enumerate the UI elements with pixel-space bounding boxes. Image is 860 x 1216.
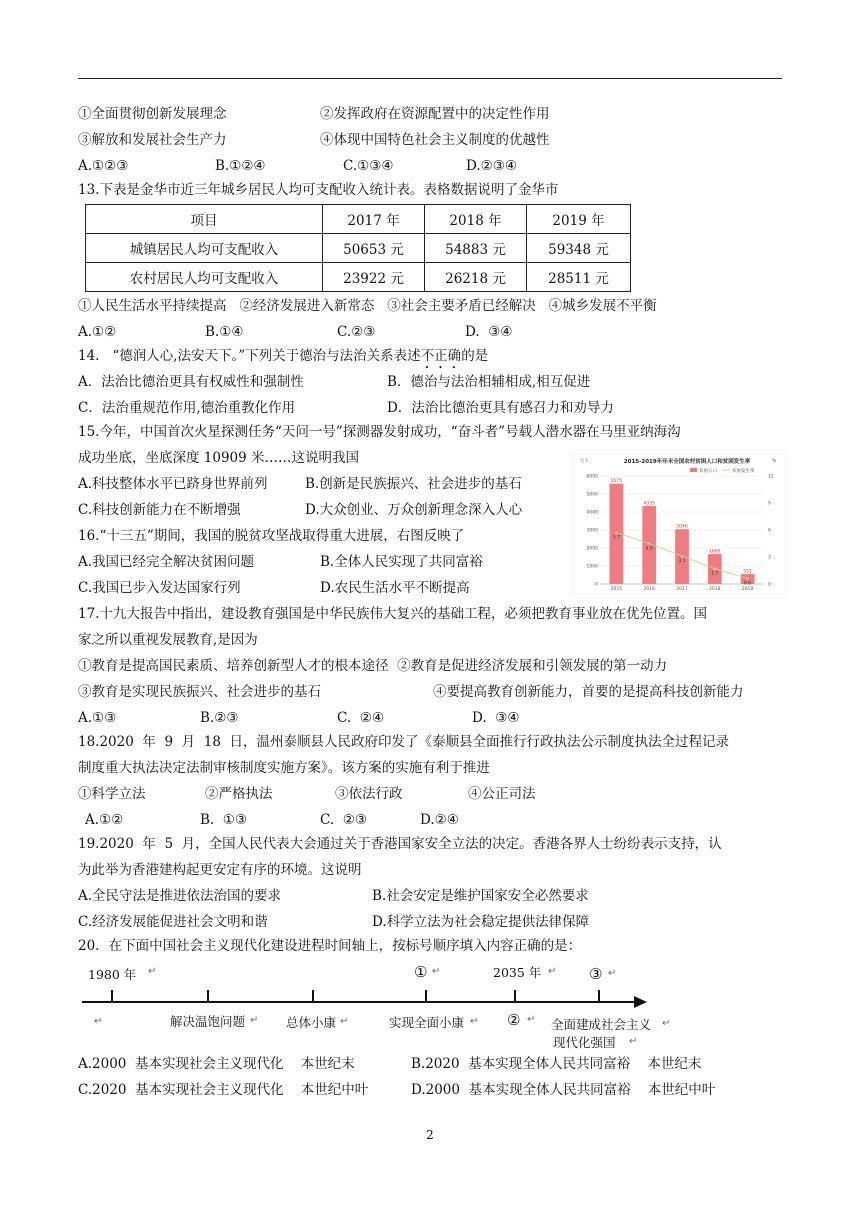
- q12-option-1: ①全面贯彻创新发展理念: [78, 106, 227, 122]
- q16-option-a: A.我国已经完全解决贫困问题: [78, 554, 255, 570]
- timeline-stage-2: 总体小康: [286, 1015, 337, 1030]
- q12-option-2: ②发挥政府在资源配置中的决定性作用: [320, 106, 550, 122]
- q20-option-a: A.2000 基本实现社会主义现代化 本世纪末: [78, 1056, 355, 1072]
- y-tick-label-right: 3: [768, 555, 771, 561]
- timeline-stage-3: 实现全面小康: [389, 1015, 465, 1030]
- timeline-label-2035: 2035 年: [493, 965, 542, 980]
- rate-data-label: 3.1: [678, 559, 686, 565]
- q15-option-a: A.科技整体水平已跻身世界前列: [78, 476, 268, 492]
- q17-choice-c: C. ②④: [337, 710, 384, 726]
- q14-option-d: D．法治比德治更具有感召力和劝导力: [387, 400, 614, 416]
- rate-point: [648, 542, 650, 544]
- timeline-stage-1: 解决温饱问题: [170, 1014, 246, 1029]
- table-row: [86, 263, 631, 292]
- q13-choice-c: C.②③: [337, 324, 376, 340]
- table-header-cell: 2018 年: [425, 205, 527, 234]
- timeline-tick: [425, 990, 427, 1002]
- timeline-mark-2: ②: [507, 1011, 521, 1029]
- poverty-chart: [572, 454, 786, 594]
- q13-options: ①人民生活水平持续提高 ②经济发展进入新常态 ③社会主要矛盾已经解决 ④城乡发展不平衡: [78, 298, 657, 314]
- rate-point: [615, 532, 617, 534]
- q14-stem-post: 的是: [461, 348, 489, 364]
- table-cell: 54883 元: [425, 234, 527, 263]
- q12-choice-d: D.②③④: [466, 158, 517, 174]
- timeline-label-1980: 1980 年: [88, 967, 137, 982]
- q15-option-c: C.科技创新能力在不断增强: [78, 502, 241, 518]
- timeline-mark-3: ③: [589, 965, 603, 983]
- y-tick-label-right: 12: [768, 474, 774, 480]
- timeline-mark-1: ①: [414, 963, 428, 981]
- paragraph-mark: ↵: [527, 1014, 536, 1025]
- table-header-cell: 2019 年: [527, 205, 631, 234]
- q18-choice-b: B. ①③: [200, 812, 247, 828]
- q15-option-b: B.创新是民族振兴、社会进步的基石: [305, 476, 522, 492]
- legend-label: 贫困人口: [699, 469, 717, 474]
- paragraph-mark: ↵: [250, 1015, 259, 1026]
- paragraph-mark: ↵: [94, 1016, 103, 1027]
- q14-option-a: A．法治比德治更具有权威性和强制性: [78, 374, 304, 390]
- paragraph-mark: ↵: [608, 968, 617, 979]
- q18-choice-d: D.②④: [420, 812, 459, 828]
- bar-data-label: 5575: [610, 479, 623, 485]
- q14-stem-pre: 14. “德润人心,法安天下。”下列关于德治与法治关系表述: [78, 348, 421, 364]
- q12-choice-a: A.①②③: [78, 158, 129, 174]
- timeline-stage-5-line-1: 全面建成社会主义: [551, 1017, 652, 1032]
- timeline-tick: [514, 990, 516, 1002]
- rate-point: [681, 555, 683, 557]
- paragraph-mark: ↵: [432, 966, 441, 977]
- q16-option-c: C.我国已步入发达国家行列: [78, 580, 241, 596]
- q15-stem-2: 成功坐底，坐底深度 10909 米……这说明我国: [78, 450, 360, 466]
- q13-choice-a: A.①②: [78, 324, 117, 340]
- q20-option-b: B.2020 基本实现全体人民共同富裕 本世纪末: [411, 1056, 702, 1072]
- paragraph-mark: ↵: [629, 1036, 638, 1047]
- q18-option-1: ①科学立法: [78, 786, 146, 802]
- y-tick-label-right: 0: [768, 582, 771, 588]
- y-tick-label-left: 6000: [586, 474, 598, 480]
- q18-stem-1: 18.2020 年 9 月 18 日，温州泰顺县人民政府印发了《泰顺县全面推行行政执法公示制度执法全过程记录: [78, 734, 730, 750]
- q13-choice-d: D. ③④: [465, 324, 513, 340]
- rate-point: [746, 577, 748, 579]
- legend-label: 贫困发生率: [732, 469, 755, 474]
- timeline-arrowhead: [634, 996, 647, 1008]
- paragraph-mark: ↵: [340, 1016, 349, 1027]
- y-tick-label-left: 5000: [586, 492, 598, 498]
- table-cell: 城镇居民人均可支配收入: [86, 234, 323, 263]
- q17-stem-2: 家之所以重视发展教育,是因为: [78, 632, 258, 648]
- x-tick-label: 2016: [643, 587, 655, 592]
- timeline-tick: [207, 990, 209, 1002]
- q14-option-b: B．德治与法治相辅相成,相互促进: [387, 374, 591, 390]
- q14-option-c: C．法治重规范作用,德治重教化作用: [78, 400, 296, 416]
- paragraph-mark: ↵: [662, 1018, 671, 1029]
- paragraph-mark: ↵: [470, 1016, 479, 1027]
- table-header-row: [86, 205, 631, 234]
- paragraph-mark: ↵: [148, 966, 157, 977]
- table-cell: 农村居民人均可支配收入: [86, 263, 323, 292]
- table-header-cell: 项目: [86, 205, 323, 234]
- x-tick-label: 2017: [676, 587, 688, 592]
- bar-data-label: 3046: [676, 524, 688, 530]
- q19-option-a: A.全民守法是推进依法治国的要求: [78, 888, 282, 904]
- y-tick-label-left: 2000: [586, 546, 598, 552]
- q15-stem-1: 15.今年，中国首次火星探测任务“天问一号”探测器发射成功，“奋斗者”号载人潜水器在马里亚纳海沟: [78, 424, 681, 440]
- q17-stem-1: 17.十九大报告中指出，建设教育强国是中华民族伟大复兴的基础工程，必须把教育事业放在优先位置。国: [78, 606, 707, 622]
- timeline-tick: [598, 990, 600, 1002]
- q14-stem-emphasis: 不正确: [420, 348, 462, 364]
- q19-option-b: B.社会安定是维护国家安全必然要求: [372, 888, 589, 904]
- q12-choice-c: C.①③④: [343, 158, 394, 174]
- y-tick-label-left: 3000: [586, 528, 598, 534]
- q20-option-c: C.2020 基本实现社会主义现代化 本世纪中叶: [78, 1082, 369, 1098]
- chart-left-unit: 万人: [580, 459, 589, 464]
- table-header-cell: 2017 年: [323, 205, 425, 234]
- bar-data-label: 551: [743, 569, 752, 575]
- rate-data-label: 4.5: [645, 546, 653, 552]
- x-tick-label: 2015: [610, 587, 623, 592]
- bar-data-label: 1660: [709, 549, 721, 555]
- q15-option-d: D.大众创业、万众创新理念深入人心: [305, 502, 523, 518]
- q13-stem: 13.下表是金华市近三年城乡居民人均可支配收入统计表。表格数据说明了金华市: [78, 182, 559, 198]
- y-tick-label-right: 9: [768, 501, 771, 507]
- chart-title: 2015-2019年年末全国农村贫困人口和贫困发生率: [623, 459, 751, 465]
- y-tick-label-left: 4000: [586, 510, 598, 516]
- rate-data-label: 0.6: [744, 581, 752, 587]
- page-number: 2: [426, 1128, 434, 1142]
- table-cell: 50653 元: [323, 234, 425, 263]
- table-row: [86, 234, 631, 263]
- table-cell: 26218 元: [425, 263, 527, 292]
- q16-option-d: D.农民生活水平不断提高: [320, 580, 470, 596]
- q17-option-3: ③教育是实现民族振兴、社会进步的基石: [78, 684, 321, 700]
- q18-option-2: ②严格执法: [205, 786, 273, 802]
- q17-choice-a: A.①③: [78, 710, 117, 726]
- q18-choice-c: C. ②③: [320, 812, 367, 828]
- rate-point: [714, 568, 716, 570]
- bar-data-label: 4335: [643, 501, 655, 507]
- q17-choice-d: D. ③④: [472, 710, 520, 726]
- table-cell: 23922 元: [323, 263, 425, 292]
- legend-swatch-bar: [690, 468, 697, 472]
- q19-stem-1: 19.2020 年 5 月，全国人民代表大会通过关于香港国家安全立法的决定。香港各界人士纷纷表示支持，认: [78, 836, 722, 852]
- q14-stem: [78, 346, 488, 372]
- q18-choice-a: A.①②: [85, 812, 124, 828]
- table-cell: 59348 元: [527, 234, 631, 263]
- q19-option-d: D.科学立法为社会稳定提供法律保障: [372, 914, 590, 930]
- x-tick-label: 2018: [709, 587, 721, 592]
- header-rule: [78, 78, 782, 79]
- q20-stem: 20．在下面中国社会主义现代化建设进程时间轴上，按标号顺序填入内容正确的是：: [78, 938, 582, 954]
- y-tick-label-left: 0: [595, 582, 598, 588]
- timeline-tick: [111, 990, 113, 1002]
- q12-choice-b: B.①②④: [215, 158, 266, 174]
- q17-choice-b: B.②③: [200, 710, 239, 726]
- q18-option-4: ④公正司法: [468, 786, 536, 802]
- y-tick-label-right: 6: [768, 528, 771, 534]
- q19-option-c: C.经济发展能促进社会文明和谐: [78, 914, 268, 930]
- paragraph-mark: ↵: [548, 966, 557, 977]
- y-tick-label-left: 1000: [586, 564, 598, 570]
- q19-stem-2: 为此举为香港建构起更安定有序的环境。这说明: [78, 862, 362, 878]
- q12-option-3: ③解放和发展社会生产力: [78, 132, 227, 148]
- q17-options-1-2: ①教育是提高国民素质、培养创新型人才的根本途径 ②教育是促进经济发展和引领发展的第一动力: [78, 658, 668, 674]
- q18-option-3: ③依法行政: [335, 786, 403, 802]
- q20-option-d: D.2000 基本实现全体人民共同富裕 本世纪中叶: [411, 1082, 716, 1098]
- q16-stem: 16.“十三五”期间，我国的脱贫攻坚战取得重大进展，右图反映了: [78, 528, 465, 544]
- q12-option-4: ④体现中国特色社会主义制度的优越性: [320, 132, 550, 148]
- chart-right-unit: %: [772, 459, 777, 464]
- q13-choice-b: B.①④: [205, 324, 244, 340]
- x-tick-label: 2019: [741, 587, 754, 592]
- table-cell: 28511 元: [527, 263, 631, 292]
- q18-stem-2: 制度重大执法决定法制审核制度实施方案》。该方案的实施有利于推进: [78, 760, 490, 776]
- q17-option-4: ④要提高教育创新能力，首要的是提高科技创新能力: [433, 684, 744, 700]
- timeline-tick: [312, 990, 314, 1002]
- timeline-axis: [82, 1001, 638, 1003]
- q16-option-b: B.全体人民实现了共同富裕: [320, 554, 483, 570]
- rate-data-label: 1.7: [711, 571, 719, 577]
- rate-data-label: 5.7: [612, 535, 620, 541]
- timeline-stage-5-line-2: 现代化强国: [553, 1035, 616, 1050]
- income-table: [85, 204, 631, 292]
